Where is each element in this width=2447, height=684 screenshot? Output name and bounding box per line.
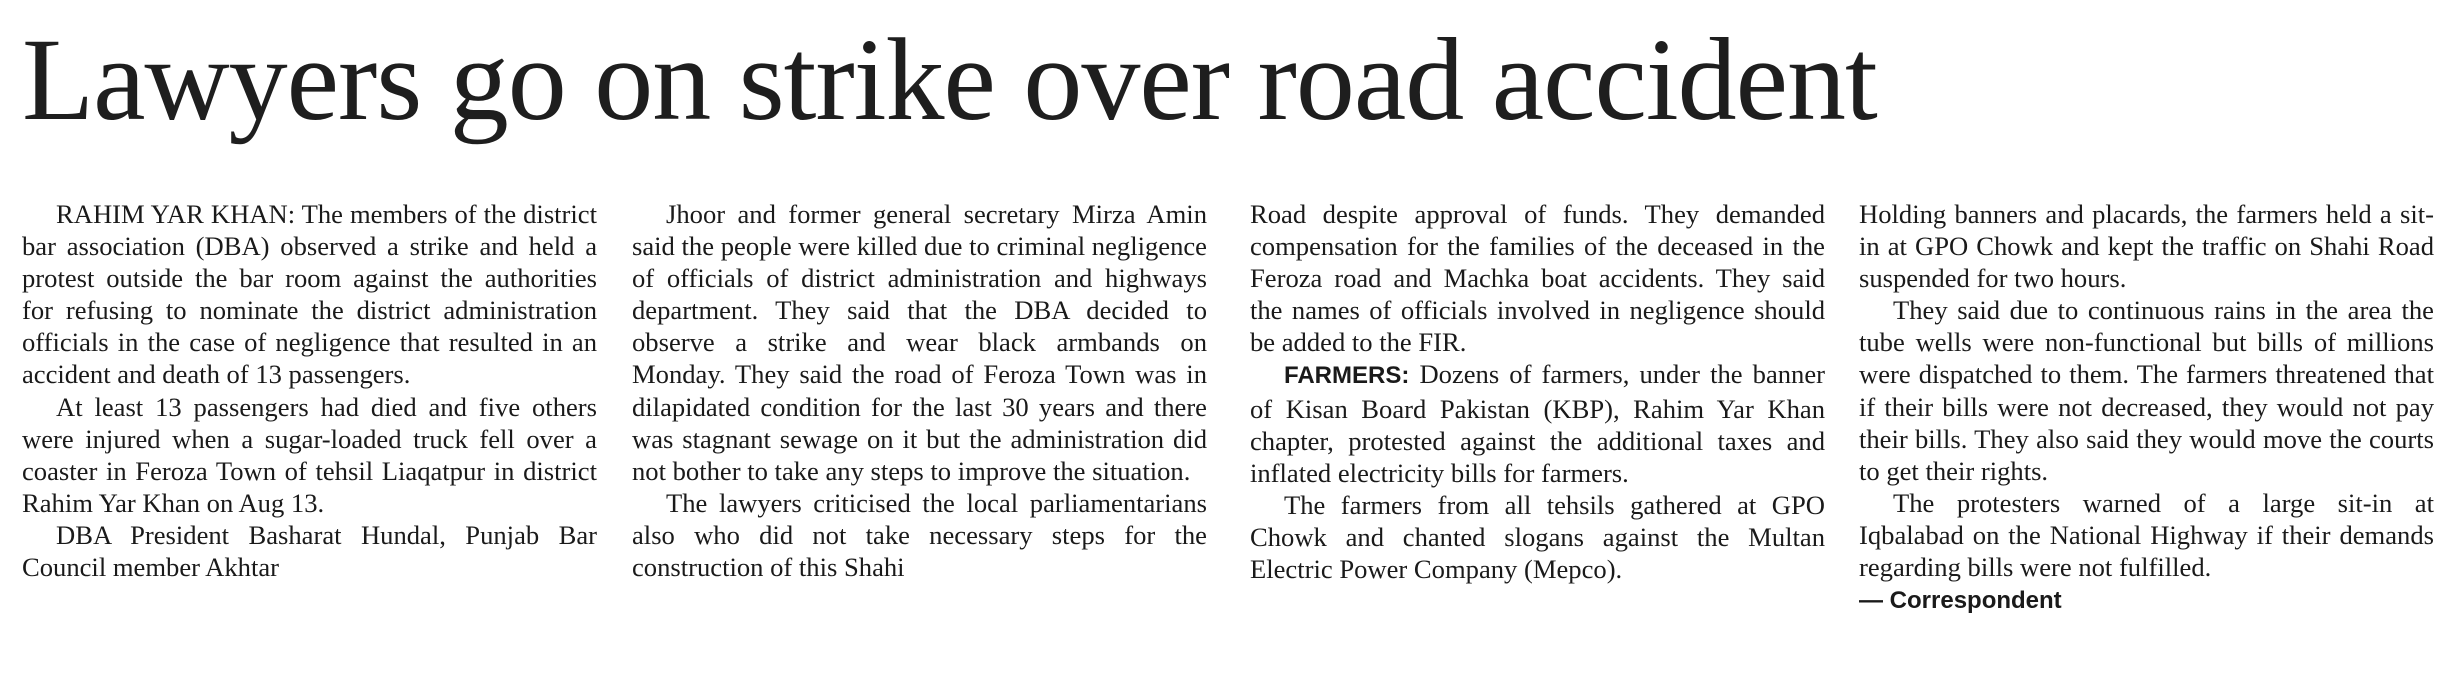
paragraph-text: Dozens of farmers, under the banner of Kisan Board Pakistan (KBP), Rahim Yar Khan chapter, protested against the additional taxes and inflated electricity bills for farmers. <box>1250 359 1826 488</box>
paragraph: RAHIM YAR KHAN: The members of the district bar association (DBA) observed a strike and held a protest outside the bar room against the authorities for refusing to nominate the district administration officials in the case of negligence that resulted in an accident and death of 13 passengers. <box>22 199 597 390</box>
paragraph: Road despite approval of funds. They demanded compensation for the families of the deceased in the Feroza road and Machka boat accidents. They said the names of officials involved in negligence should be added to the FIR. <box>1250 199 1825 358</box>
headline: Lawyers go on strike over road accident <box>22 14 1877 145</box>
paragraph: They said due to continuous rains in the area the tube wells were non-functional but bills of millions were dispatched to them. The farmers threatened that if their bills were not decreased, they would not pay their bills. They also said they would move the courts to get their rights. <box>1859 295 2434 486</box>
section-lead-in: FARMERS: <box>1284 362 1410 390</box>
article-column-3 <box>1250 198 1825 585</box>
paragraph: The protesters warned of a large sit-in at Iqbalabad on the National Highway if their demands regarding bills were not fulfilled. <box>1859 487 2434 583</box>
article-column-1 <box>22 198 597 583</box>
paragraph-farmers <box>1250 358 1825 488</box>
paragraph: The lawyers criticised the local parliamentarians also who did not take necessary steps for the construction of this Shahi <box>632 487 1207 583</box>
article-column-4 <box>1859 198 2434 617</box>
byline: — Correspondent <box>1859 587 2062 615</box>
article-column-2 <box>632 198 1207 583</box>
paragraph: The farmers from all tehsils gathered at GPO Chowk and chanted slogans against the Multan Electric Power Company (Mepco). <box>1250 489 1825 585</box>
paragraph: At least 13 passengers had died and five others were injured when a sugar-loaded truck fell over a coaster in Feroza Town of tehsil Liaqatpur in district Rahim Yar Khan on Aug 13. <box>22 391 597 518</box>
paragraph: Holding banners and placards, the farmers held a sit-in at GPO Chowk and kept the traffic on Shahi Road suspended for two hours. <box>1859 199 2434 294</box>
paragraph: Jhoor and former general secretary Mirza Amin said the people were killed due to criminal negligence of officials of district administration and highways department. They said that the DBA decided to observe a strike and wear black armbands on Monday. They said the road of Feroza Town was in dilapidated condition for the last 30 years and there was stagnant sewage on it but the administration did not bother to take any steps to improve the situation. <box>632 199 1207 486</box>
paragraph: DBA President Basharat Hundal, Punjab Bar Council member Akhtar <box>22 519 597 583</box>
byline-line <box>1859 583 2434 617</box>
